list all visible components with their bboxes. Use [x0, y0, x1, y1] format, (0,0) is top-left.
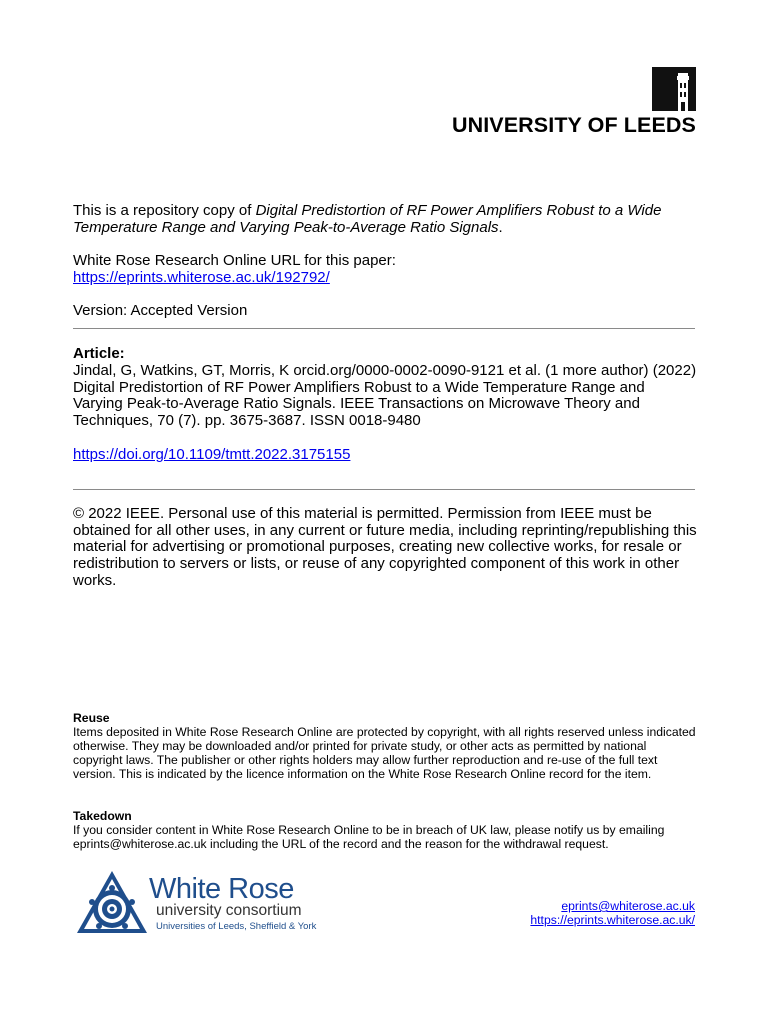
contact-email-link[interactable]: eprints@whiterose.ac.uk — [561, 899, 695, 913]
white-rose-institutions: Universities of Leeds, Sheffield & York — [156, 921, 317, 932]
repository-copy-statement — [73, 203, 698, 236]
white-rose-title: White Rose — [149, 873, 294, 905]
takedown-text: If you consider content in White Rose Research Online to be in breach of UK law, please notify us by emailing eprints@whiterose.ac.uk including the URL of the record and the reason for the withdrawal request. — [73, 823, 665, 851]
url-label: White Rose Research Online URL for this paper: — [73, 252, 396, 269]
reuse-heading: Reuse — [73, 711, 110, 725]
intro-prefix: This is a repository copy of — [73, 202, 256, 219]
doi-link[interactable]: https://doi.org/10.1109/tmtt.2022.3175155 — [73, 446, 351, 463]
leeds-tower-icon — [652, 67, 696, 111]
version-text: Version: Accepted Version — [73, 302, 248, 319]
intro-suffix: . — [498, 218, 503, 236]
divider — [73, 489, 695, 490]
contact-site-link[interactable]: https://eprints.whiterose.ac.uk/ — [530, 913, 695, 927]
university-name: UNIVERSITY OF LEEDS — [451, 113, 696, 137]
white-rose-logo — [75, 869, 317, 937]
reuse-text: Items deposited in White Rose Research Online are protected by copyright, with all rights reserved unless indicated otherwise. They may be downloaded and/or printed for private study, or other acts as permitted by national copyright laws. The publisher or other rights holders may allow further reproduction and re-use of the full text version. This is indicated by the licence information on the White Rose Research Online record for the item. — [73, 725, 696, 781]
university-of-leeds-logo — [452, 67, 696, 137]
paper-title: Digital Predistortion of RF Power Amplifiers Robust to a Wide Temperature Range and Varying Peak-to-Average Ratio Signals — [73, 202, 662, 236]
article-heading: Article: — [73, 345, 125, 362]
article-citation: Jindal, G, Watkins, GT, Morris, K orcid.org/0000-0002-0090-9121 et al. (1 more author) (2022) Digital Predistortion of RF Power Amplifiers Robust to a Wide Temperature Range and Varying Peak-to-Average Ratio Signals. IEEE Transactions on Microwave Theory and Techniques, 70 (7). pp. 3675-3687. ISSN 0018-9480 — [73, 362, 697, 430]
white-rose-emblem-icon — [75, 869, 149, 935]
copyright-notice: © 2022 IEEE. Personal use of this material is permitted. Permission from IEEE must be obtained for all other uses, in any current or future media, including reprinting/republishing this material for advertising or promotional purposes, creating new collective works, for resale or redistribution to servers or lists, or reuse of any copyrighted component of this work in other works. — [73, 505, 697, 589]
white-rose-subtitle: university consortium — [156, 902, 302, 919]
divider — [73, 328, 695, 329]
paper-url-link[interactable]: https://eprints.whiterose.ac.uk/192792/ — [73, 269, 330, 286]
takedown-heading: Takedown — [73, 809, 132, 823]
